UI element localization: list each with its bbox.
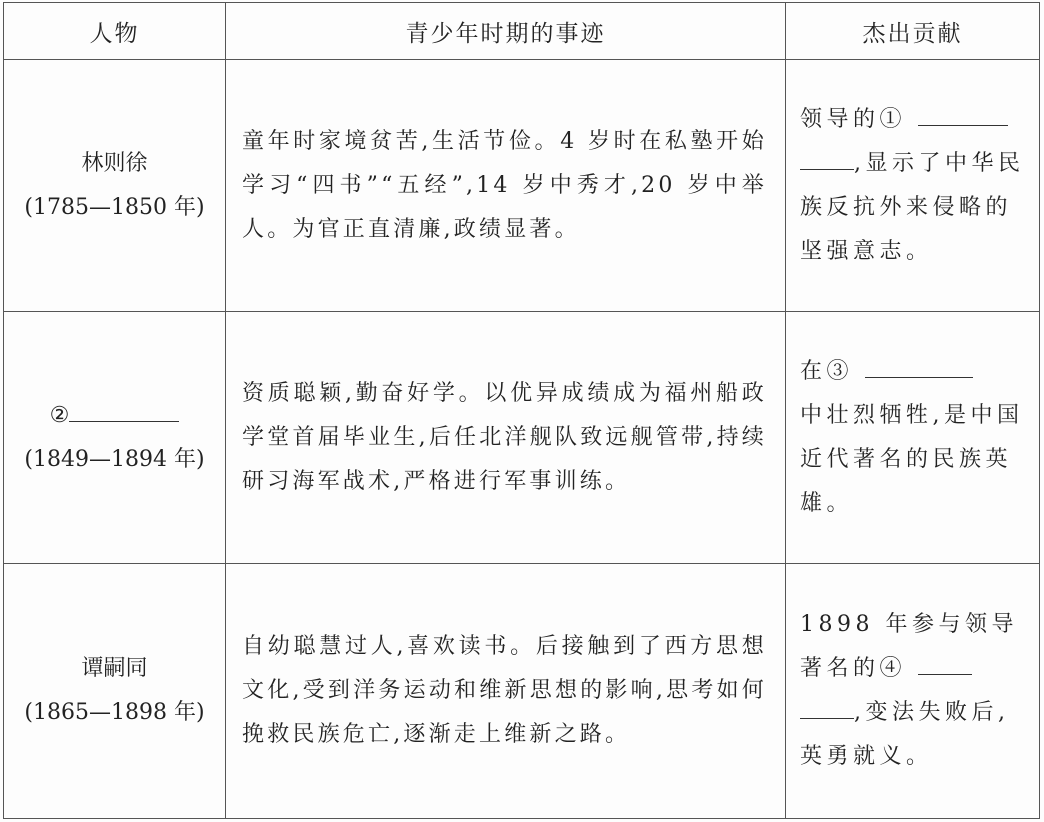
header-person: 人物: [4, 3, 226, 60]
person-years: (1849—1894 年): [24, 446, 205, 472]
person-name-row: [4, 394, 225, 438]
person-years: (1785—1850 年): [24, 194, 205, 220]
table-row: [4, 312, 1040, 564]
person-cell: [4, 564, 226, 819]
contribution-cell: [786, 312, 1040, 564]
answer-blank-3[interactable]: [865, 351, 973, 378]
contribution-text-a: 在③: [800, 358, 854, 384]
contribution-cell: [786, 60, 1040, 312]
person-name: ②: [49, 402, 70, 428]
deeds-cell: 自幼聪慧过人,喜欢读书。后接触到了西方思想文化,受到洋务运动和维新思想的影响,思考如何挽救民族危亡,逐渐走上维新之路。: [226, 564, 786, 819]
person-name: 林则徐: [81, 150, 148, 176]
answer-blank-2[interactable]: [69, 395, 179, 422]
person-name: 谭嗣同: [81, 656, 148, 681]
person-years: (1865—1898 年): [24, 700, 205, 725]
answer-blank-1-cont[interactable]: [800, 143, 854, 170]
table-row: [4, 564, 1040, 819]
header-deeds: 青少年时期的事迹: [226, 3, 786, 60]
deeds-cell: 童年时家境贫苦,生活节俭。4 岁时在私塾开始学习“四书”“五经”,14 岁中秀才,20 岁中举人。为官正直清廉,政绩显著。: [226, 60, 786, 312]
contribution-text-a: 领导的①: [800, 106, 907, 132]
answer-blank-4-cont[interactable]: [800, 692, 854, 719]
answer-blank-4[interactable]: [918, 648, 972, 675]
contribution-text-b: ,显示了中华民族反抗外来侵略的坚强意志。: [800, 150, 1025, 264]
contribution-cell: [786, 564, 1040, 819]
contribution-text-a: 1898 年参与领导著名的④: [800, 612, 1018, 681]
header-contribution: 杰出贡献: [786, 3, 1040, 60]
answer-blank-1[interactable]: [918, 99, 1008, 126]
deeds-cell: 资质聪颖,勤奋好学。以优异成绩成为福州船政学堂首届毕业生,后任北洋舰队致远舰管带,持续研习海军战术,严格进行军事训练。: [226, 312, 786, 564]
person-cell: [4, 312, 226, 564]
history-figures-table: [3, 2, 1040, 819]
table-row: [4, 60, 1040, 312]
person-cell: [4, 60, 226, 312]
contribution-text-b: ,变法失败后,英勇就义。: [800, 700, 1010, 769]
contribution-text-b: 中壮烈牺牲,是中国近代著名的民族英雄。: [800, 402, 1024, 516]
table-header-row: [4, 3, 1040, 60]
